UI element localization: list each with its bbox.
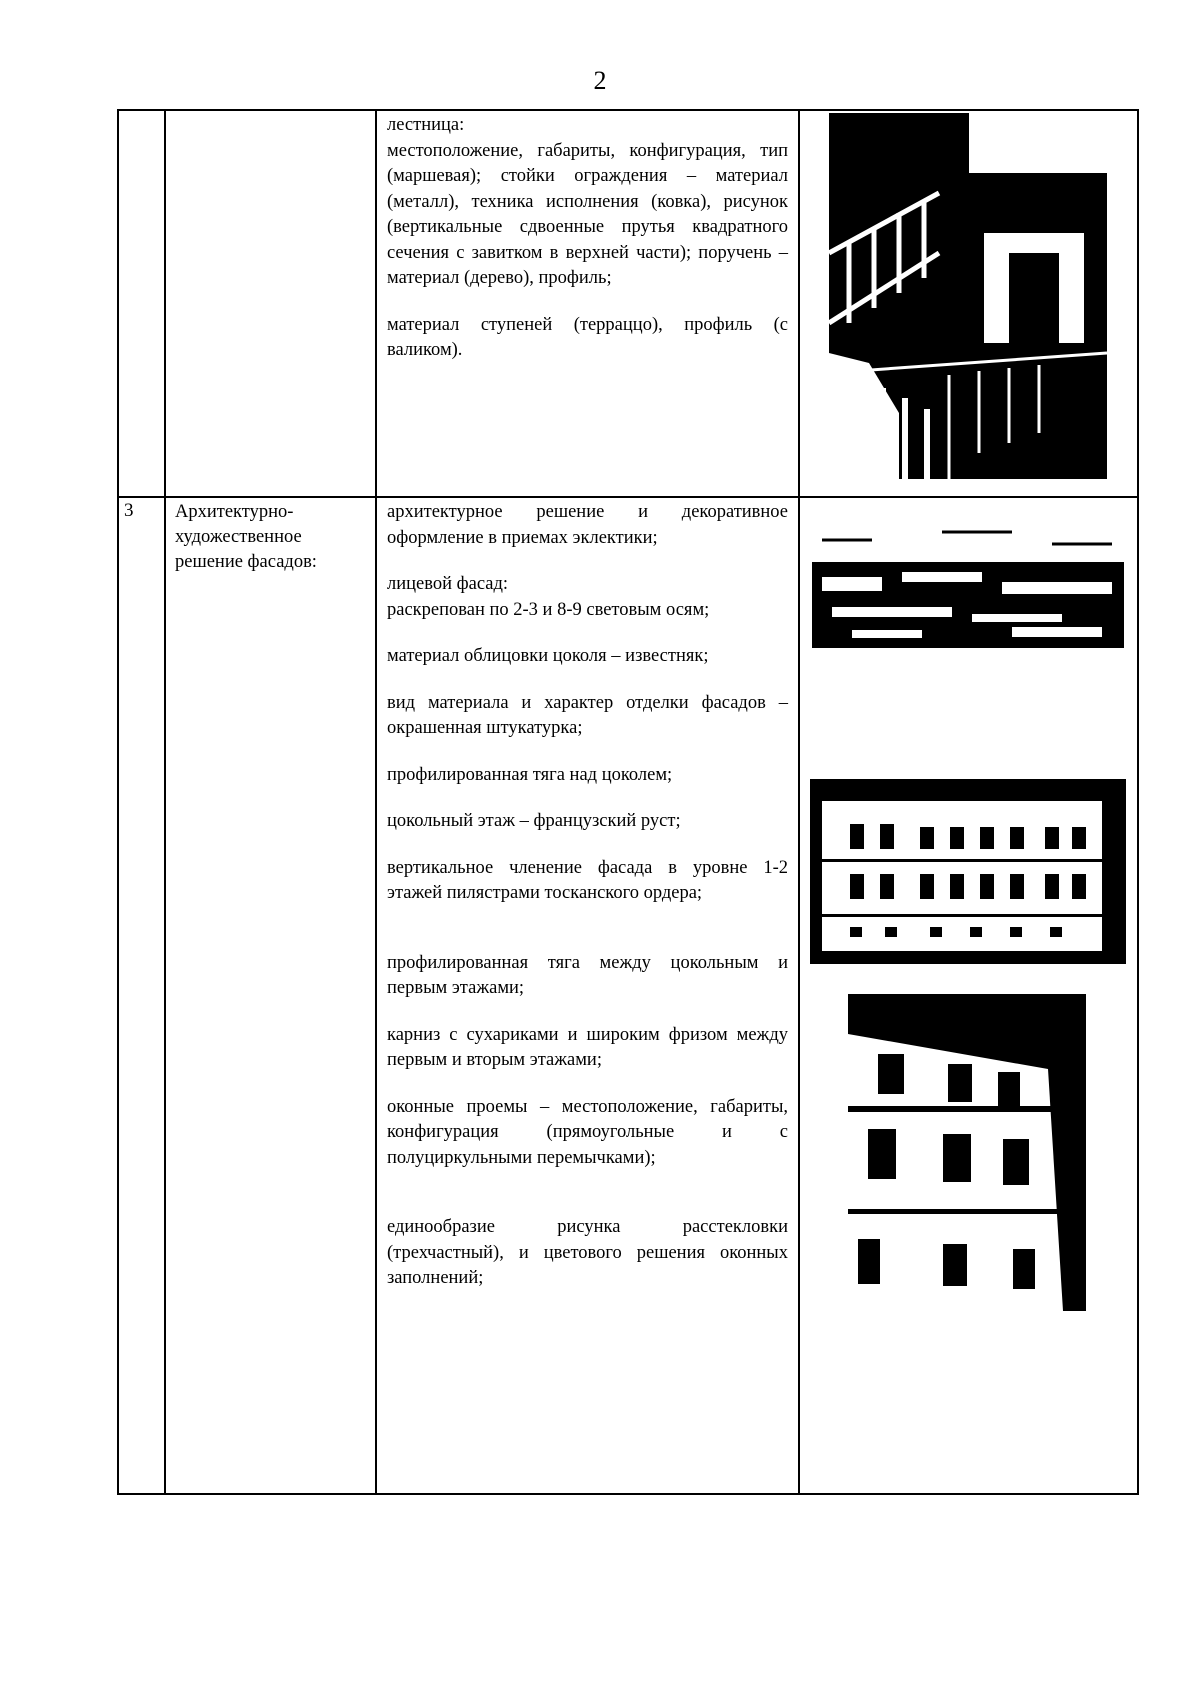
facade-item: лицевой фасад: bbox=[387, 574, 509, 594]
facade-item: материал облицовки цоколя – известняк; bbox=[387, 646, 709, 666]
table-left-border bbox=[117, 109, 119, 1495]
facade-corner-photo bbox=[848, 994, 1086, 1311]
facade-item: профилированная тяга над цоколем; bbox=[387, 764, 673, 785]
table-top-border bbox=[117, 109, 1139, 111]
facade-item: оконные проемы – местоположение, габариты, конфигурация (прямоугольные и с полуциркульными перемычками); bbox=[387, 1096, 788, 1168]
facade-item: карниз с сухариками и широким фризом между первым и вторым этажами; bbox=[387, 1024, 788, 1070]
column-divider-1 bbox=[164, 109, 166, 1495]
facade-item: вертикальное членение фасада в уровне 1-2 этажей пилястрами тосканского ордера; bbox=[387, 857, 788, 903]
table-bottom-border bbox=[117, 1493, 1139, 1495]
facade-wide-photo bbox=[810, 779, 1126, 964]
facade-item: вид материала и характер отделки фасадов – окрашенная штукатурка; bbox=[387, 692, 788, 738]
row-name: Архитектурно-художественное решение фасадов: bbox=[175, 502, 317, 572]
column-divider-2 bbox=[375, 109, 377, 1495]
facade-item: профилированная тяга между цокольным и первым этажами; bbox=[387, 952, 788, 998]
staircase-description bbox=[387, 113, 788, 364]
facade-description bbox=[387, 500, 788, 1292]
page-number: 2 bbox=[593, 66, 607, 95]
staircase-steps: материал ступеней (терраццо), профиль (с валиком). bbox=[387, 314, 788, 360]
plinth-photo bbox=[812, 522, 1124, 648]
facade-item: раскрепован по 2-3 и 8-9 световым осям; bbox=[387, 599, 710, 620]
column-divider-3 bbox=[798, 109, 800, 1495]
row-number: 3 bbox=[124, 500, 134, 521]
staircase-details: местоположение, габариты, конфигурация, тип (маршевая); стойки ограждения – материал (металл), техника исполнения (ковка), рисунок (вертикальные сдвоенные прутья квадратного сечения с завитком в верхней части); поручень – материал (дерево), профиль; bbox=[387, 140, 788, 288]
facade-item: архитектурное решение и декоративное оформление в приемах эклектики; bbox=[387, 502, 788, 548]
staircase-heading: лестница: bbox=[387, 115, 465, 135]
table-right-border bbox=[1137, 109, 1139, 1495]
facade-item: цокольный этаж – французский руст; bbox=[387, 811, 681, 831]
row-divider bbox=[117, 496, 1139, 498]
staircase-photo bbox=[829, 113, 1107, 479]
facade-item: единообразие рисунка расстекловки (трехчастный), и цветового решения оконных заполнений; bbox=[387, 1217, 788, 1288]
